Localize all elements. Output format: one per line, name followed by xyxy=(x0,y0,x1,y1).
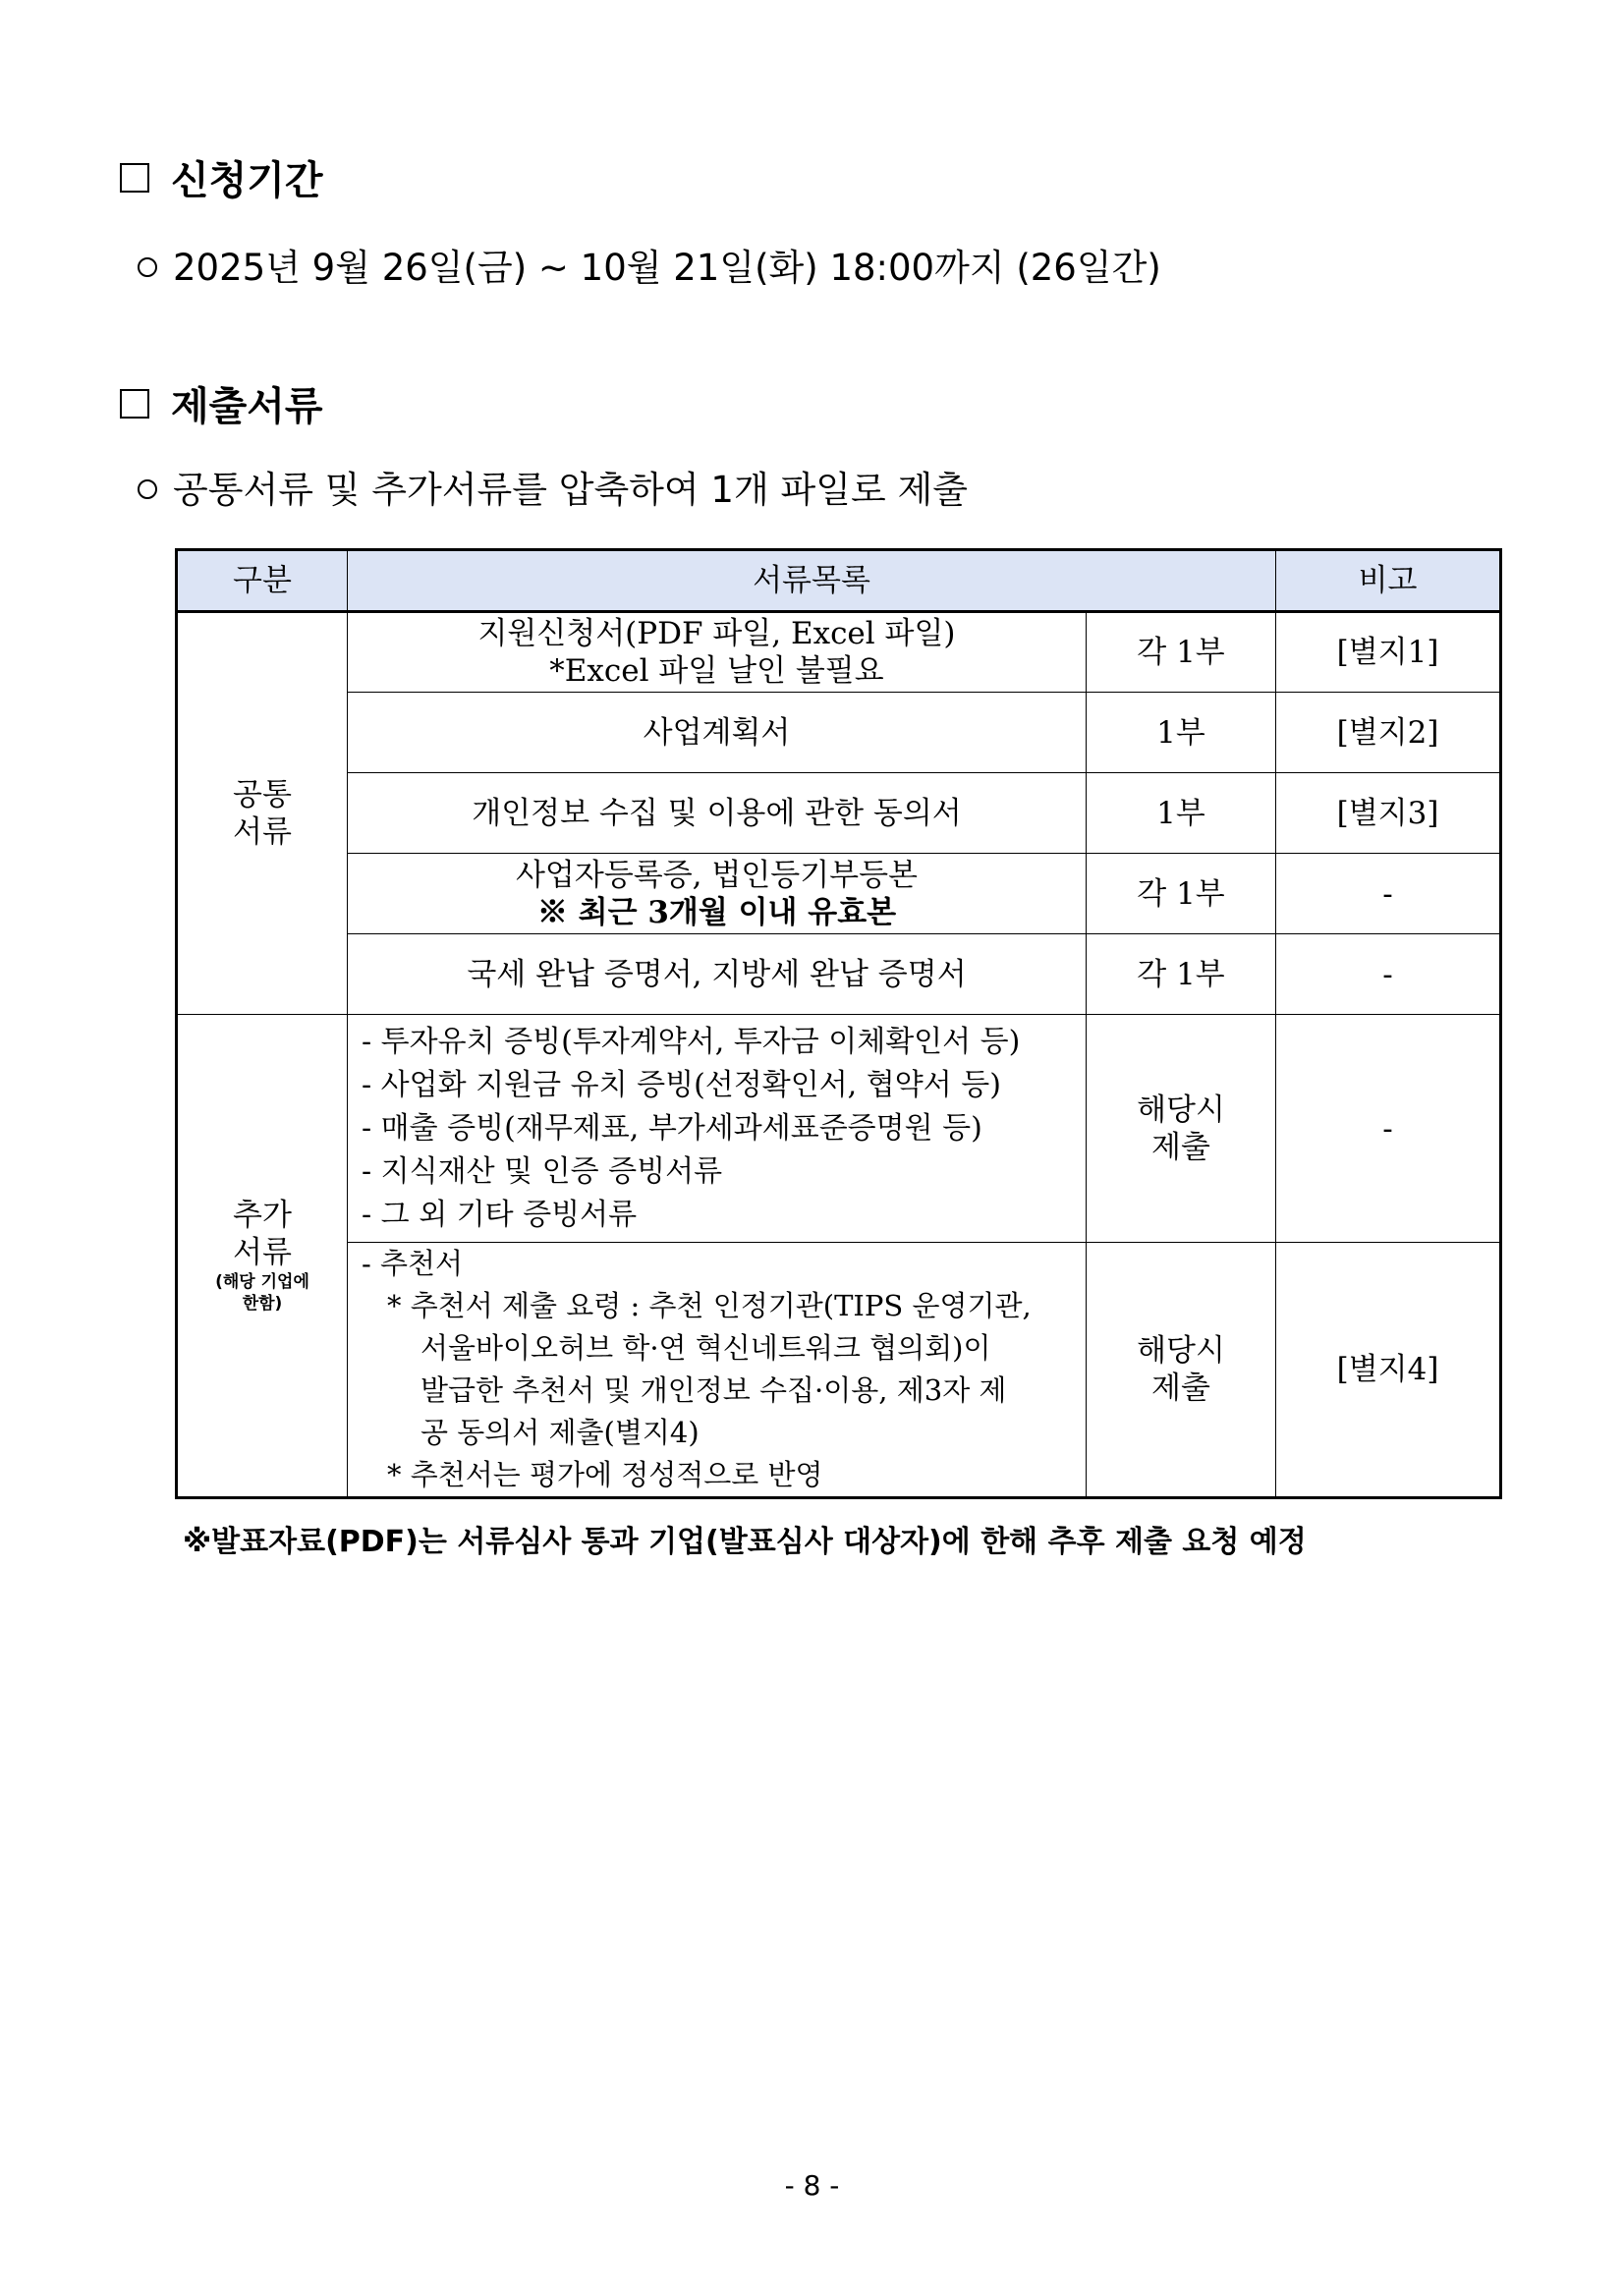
checkbox-square-icon xyxy=(120,163,149,193)
list-item: * 추천서 제출 요령 : 추천 인정기관(TIPS 운영기관, xyxy=(387,1289,1032,1322)
doc-cell xyxy=(348,612,1087,693)
doc-cell: 국세 완납 증명서, 지방세 완납 증명서 xyxy=(348,934,1087,1015)
checkbox-square-icon xyxy=(120,389,149,419)
section-title-application-period xyxy=(120,149,323,205)
table-row xyxy=(177,1243,1501,1498)
doc-subline-bold: ※ 최근 3개월 이내 유효본 xyxy=(536,894,897,930)
table-row xyxy=(177,934,1501,1015)
list-item: - 투자유치 증빙(투자계약서, 투자금 이체확인서 등) xyxy=(362,1024,1021,1059)
note-cell: - xyxy=(1276,854,1501,934)
circle-bullet-icon xyxy=(138,257,157,277)
doc-line: 지원신청서(PDF 파일, Excel 파일) xyxy=(477,616,956,651)
table-row xyxy=(177,1015,1501,1243)
extra-docs-category xyxy=(177,1015,348,1498)
qty-line: 제출 xyxy=(1151,1371,1210,1406)
section-title-documents xyxy=(120,375,323,431)
qty-line: 해당시 xyxy=(1137,1333,1225,1369)
list-item: - 지식재산 및 인증 증빙서류 xyxy=(362,1153,723,1189)
doc-line: 사업자등록증, 법인등기부등본 xyxy=(515,857,918,893)
documents-table xyxy=(175,548,1502,1499)
footnote: ※발표자료(PDF)는 서류심사 통과 기업(발표심사 대상자)에 한해 추후 제출 요청 예정 xyxy=(183,1525,1307,1559)
doc-subline: *Excel 파일 날인 불필요 xyxy=(549,653,884,689)
list-item: - 그 외 기타 증빙서류 xyxy=(362,1197,638,1232)
extra-label-note-1: (해당 기업에 xyxy=(215,1272,309,1292)
application-period-text: 2025년 9월 26일(금) ~ 10월 21일(화) 18:00까지 (26일간) xyxy=(173,247,1161,289)
list-item: - 사업화 지원금 유치 증빙(선정확인서, 협약서 등) xyxy=(362,1067,1001,1102)
table-row xyxy=(177,773,1501,854)
common-label-1: 공통 xyxy=(233,777,292,812)
note-cell: - xyxy=(1276,934,1501,1015)
recommendation-doc-list xyxy=(348,1243,1087,1498)
qty-cell: 1부 xyxy=(1087,773,1276,854)
qty-cell: 각 1부 xyxy=(1087,934,1276,1015)
common-label-2: 서류 xyxy=(233,814,292,850)
common-docs-category xyxy=(177,612,348,1015)
application-period-bullet xyxy=(138,238,1161,291)
circle-bullet-icon xyxy=(138,479,157,499)
header-docs: 서류목록 xyxy=(348,550,1276,612)
doc-cell: 사업계획서 xyxy=(348,693,1087,773)
list-item: - 추천서 xyxy=(362,1247,464,1280)
list-item: * 추천서는 평가에 정성적으로 반영 xyxy=(387,1458,823,1491)
list-item: 공 동의서 제출(별지4) xyxy=(420,1416,700,1449)
extra-label-1: 추가 xyxy=(233,1198,292,1233)
section1-title-text: 신청기간 xyxy=(171,158,323,203)
extra-label-note-2: 한함) xyxy=(242,1294,283,1314)
table-header-row xyxy=(177,550,1501,612)
qty-line: 해당시 xyxy=(1137,1092,1225,1128)
extra-doc-list xyxy=(348,1015,1087,1243)
qty-cell xyxy=(1087,1243,1276,1498)
list-item: 서울바이오허브 학·연 혁신네트워크 협의회)이 xyxy=(420,1331,991,1365)
documents-bullet xyxy=(138,460,968,513)
qty-line: 제출 xyxy=(1151,1129,1210,1165)
note-cell: [별지2] xyxy=(1276,693,1501,773)
list-item: 발급한 추천서 및 개인정보 수집·이용, 제3자 제 xyxy=(420,1373,1007,1407)
doc-cell: 개인정보 수집 및 이용에 관한 동의서 xyxy=(348,773,1087,854)
table-row xyxy=(177,854,1501,934)
note-cell: [별지1] xyxy=(1276,612,1501,693)
header-note: 비고 xyxy=(1276,550,1501,612)
extra-label-2: 서류 xyxy=(233,1235,292,1270)
qty-cell: 각 1부 xyxy=(1087,854,1276,934)
table-row xyxy=(177,612,1501,693)
page-number: - 8 - xyxy=(784,2169,840,2202)
documents-bullet-text: 공통서류 및 추가서류를 압축하여 1개 파일로 제출 xyxy=(173,469,968,511)
doc-cell xyxy=(348,854,1087,934)
qty-cell xyxy=(1087,1015,1276,1243)
section2-title-text: 제출서류 xyxy=(171,384,323,429)
list-item: - 매출 증빙(재무제표, 부가세과세표준증명원 등) xyxy=(362,1110,982,1146)
header-category: 구분 xyxy=(177,550,348,612)
note-cell: - xyxy=(1276,1015,1501,1243)
table-row xyxy=(177,693,1501,773)
qty-cell: 1부 xyxy=(1087,693,1276,773)
qty-cell: 각 1부 xyxy=(1087,612,1276,693)
note-cell: [별지4] xyxy=(1276,1243,1501,1498)
note-cell: [별지3] xyxy=(1276,773,1501,854)
